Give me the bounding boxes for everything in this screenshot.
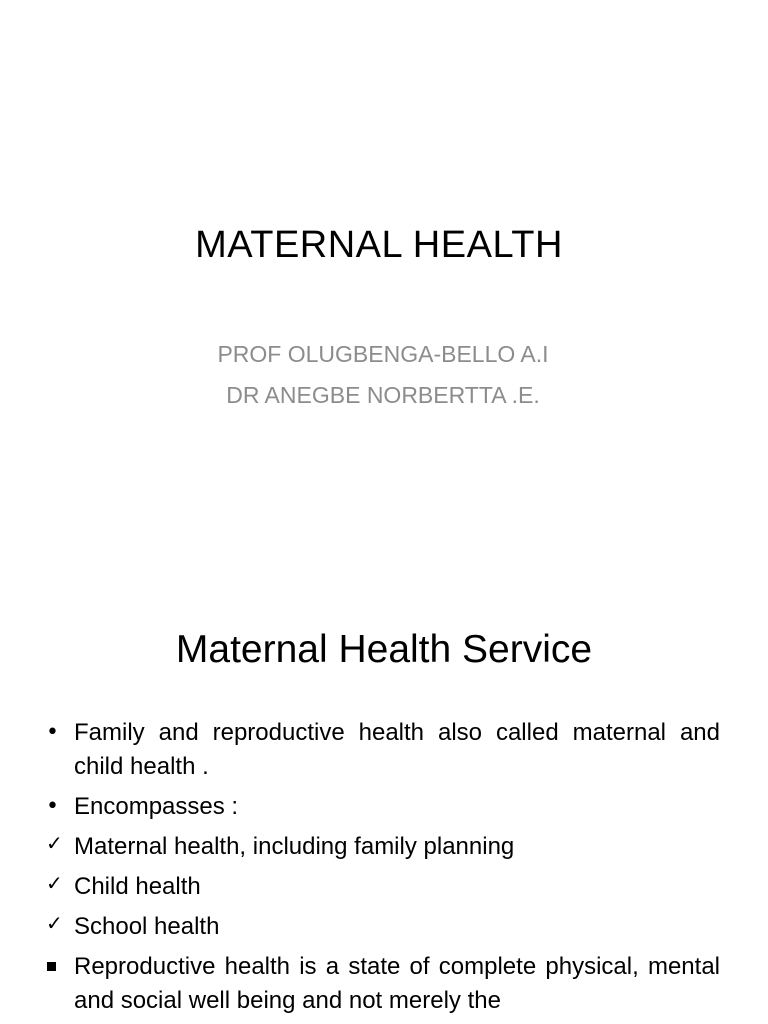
list-item [46,716,720,784]
list-item [46,790,720,824]
list-item [46,910,720,944]
square-bullet-icon [47,962,56,971]
list-item-text: Family and reproductive health also called maternal and child health . [74,719,720,780]
bullet-list [46,716,720,1024]
bullet-dot-icon: • [46,720,59,745]
bullet-dot-icon: • [46,794,59,819]
check-mark-icon: ✓ [46,831,63,855]
author-name: DR ANEGBE NORBERTTA .E. [226,382,540,408]
list-item [74,950,720,1018]
list-item [46,870,720,904]
list-item-text: Encompasses : [74,793,239,820]
slide-heading: Maternal Health Service [175,628,593,671]
author-name: PROF OLUGBENGA-BELLO A.I [217,341,549,367]
list-item-text: Reproductive health is a state of complete physical, mental and social well being and not merely the [74,953,720,1014]
author-list [0,334,766,416]
list-item [46,830,720,864]
list-item-text: Child health [74,873,201,900]
check-mark-icon: ✓ [46,871,63,895]
slide-title: MATERNAL HEALTH [195,224,563,266]
check-mark-icon: ✓ [46,911,63,935]
content-slide [0,576,768,1024]
list-item-text: School health [74,913,220,940]
list-item-text: Maternal health, including family planning [74,833,515,860]
